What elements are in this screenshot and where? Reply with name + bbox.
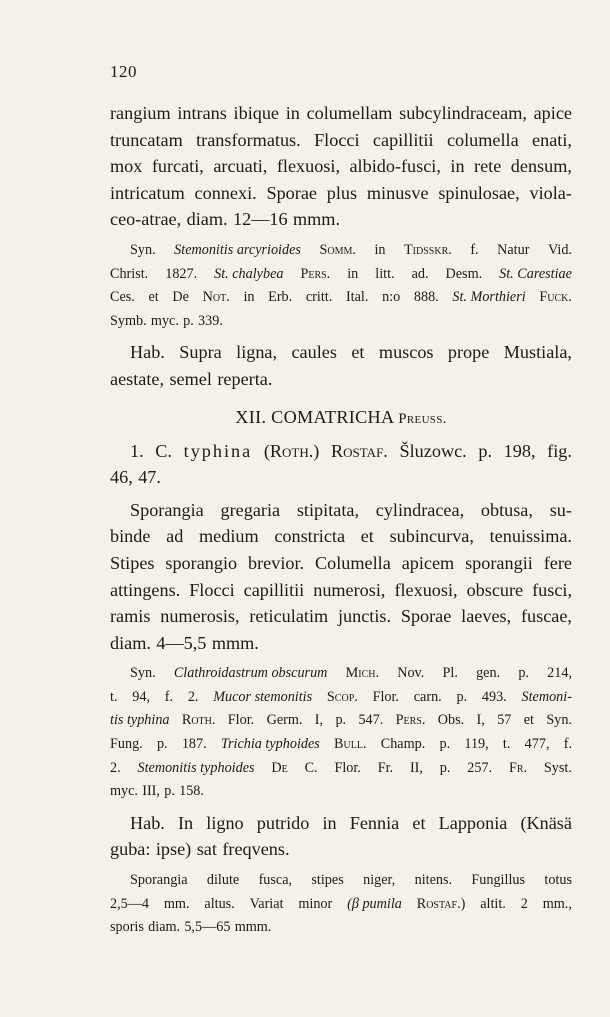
text-line bbox=[110, 630, 572, 657]
word: (Knäsä bbox=[520, 812, 572, 833]
text-line bbox=[110, 523, 572, 550]
word: Champ. bbox=[380, 736, 426, 753]
word: Flor. bbox=[227, 712, 255, 729]
word: stipes bbox=[311, 872, 344, 889]
word: f. bbox=[470, 241, 479, 258]
word: sporis bbox=[110, 919, 144, 936]
text-line bbox=[110, 893, 572, 917]
text-line bbox=[110, 310, 572, 334]
text-line bbox=[110, 497, 572, 524]
word: fusci, bbox=[532, 579, 572, 600]
text-line bbox=[110, 153, 572, 180]
text-line bbox=[110, 603, 572, 630]
word: in bbox=[450, 156, 465, 177]
text-line bbox=[110, 780, 572, 804]
text-line bbox=[110, 836, 572, 863]
word: Hab. bbox=[130, 342, 165, 363]
word: 477, bbox=[524, 736, 550, 753]
word: spinulosae, bbox=[438, 182, 520, 203]
word: 119, bbox=[464, 736, 489, 753]
text-line bbox=[110, 286, 572, 310]
word: Syst. bbox=[543, 759, 572, 776]
word: flexuosi, bbox=[394, 579, 458, 600]
word: diam. bbox=[148, 919, 181, 936]
genus-heading bbox=[110, 402, 572, 432]
word: p. bbox=[183, 312, 194, 329]
word: carn. bbox=[413, 688, 442, 705]
word: obscure bbox=[466, 579, 524, 600]
word: ad. bbox=[411, 265, 429, 282]
word: reticulatim bbox=[249, 606, 329, 627]
author: Somm. bbox=[319, 241, 356, 258]
word: aestate, bbox=[110, 368, 165, 389]
word: densum, bbox=[510, 156, 572, 177]
author: Scop. bbox=[326, 688, 358, 705]
word: Syn. bbox=[546, 712, 572, 729]
word: intricatum bbox=[110, 182, 185, 203]
word: p. bbox=[439, 736, 451, 753]
taxon-name: Clathroidastrum obscurum bbox=[173, 665, 328, 682]
text-line bbox=[110, 686, 572, 710]
word: capillitii bbox=[243, 579, 305, 600]
taxon-name: Trichia typhoides bbox=[220, 736, 320, 753]
word: De bbox=[172, 289, 189, 306]
word: medium bbox=[199, 526, 259, 547]
word: viola- bbox=[529, 182, 572, 203]
word: totus bbox=[544, 872, 572, 889]
word: Symb. bbox=[110, 312, 147, 329]
word: 187. bbox=[181, 736, 207, 753]
word: 57 bbox=[497, 712, 512, 729]
word: capillitii bbox=[372, 129, 434, 150]
text-line bbox=[110, 100, 572, 127]
word: 547. bbox=[358, 712, 384, 729]
word: plus bbox=[326, 182, 358, 203]
word: Fr. bbox=[377, 759, 394, 776]
taxon-name: Stemoni- bbox=[521, 688, 572, 705]
word: semel bbox=[169, 368, 212, 389]
word: ipse) bbox=[155, 839, 192, 860]
word: gregaria bbox=[220, 499, 281, 520]
word: mmm. bbox=[234, 919, 272, 936]
text-line bbox=[110, 709, 572, 733]
word: Christ. bbox=[110, 265, 149, 282]
word: truncatam bbox=[110, 129, 183, 150]
word: Vid. bbox=[547, 241, 572, 258]
word: Fung. bbox=[110, 736, 143, 753]
word: fere bbox=[543, 552, 572, 573]
word: et bbox=[523, 712, 534, 729]
word: Natur bbox=[497, 241, 530, 258]
genus-author: Preuss. bbox=[398, 410, 447, 427]
genus-number: XII. bbox=[235, 406, 267, 427]
word: 47. bbox=[138, 467, 161, 488]
taxon-name: tis typhina bbox=[110, 712, 170, 729]
word: Flocci bbox=[189, 579, 235, 600]
word: obtusa, bbox=[480, 499, 533, 520]
text-line bbox=[110, 733, 572, 757]
word: intrans bbox=[177, 103, 227, 123]
word: sporangii bbox=[465, 552, 533, 573]
word: et bbox=[412, 812, 426, 833]
word: t. bbox=[502, 736, 511, 753]
word: freqvens. bbox=[222, 839, 290, 860]
word: critt. bbox=[305, 289, 333, 306]
word: Supra bbox=[179, 342, 222, 363]
habitat-paragraph bbox=[110, 810, 572, 863]
word: caules bbox=[291, 342, 337, 363]
word: fusca, bbox=[258, 872, 293, 889]
word: Fennia bbox=[349, 812, 400, 833]
word: myc. bbox=[110, 783, 138, 800]
page-text bbox=[110, 100, 572, 940]
word: dilute bbox=[206, 872, 240, 889]
word: Hab. bbox=[130, 812, 165, 833]
word: 94, bbox=[132, 688, 150, 705]
word: stipitata, bbox=[296, 499, 359, 520]
word: 888. bbox=[413, 289, 439, 306]
word: reperta. bbox=[217, 368, 273, 389]
word: n:o bbox=[382, 289, 401, 306]
word: Pl. bbox=[442, 665, 458, 682]
word: Desm. bbox=[445, 265, 483, 282]
note-paragraph bbox=[110, 869, 572, 940]
word: p. bbox=[439, 759, 451, 776]
taxon-name: Stemonitis typhoides bbox=[137, 759, 255, 776]
text-line bbox=[110, 180, 572, 207]
word: altit. bbox=[480, 895, 506, 912]
word: 5,5—65 bbox=[184, 919, 231, 936]
word: rete bbox=[474, 156, 502, 177]
word: I, bbox=[476, 712, 485, 729]
word: litt. bbox=[375, 265, 395, 282]
word: p. bbox=[335, 712, 347, 729]
word: diam. bbox=[186, 209, 228, 230]
word: numerosi, bbox=[313, 579, 386, 600]
word: 2. bbox=[110, 759, 121, 776]
text-line bbox=[110, 810, 572, 837]
word: fuscae, bbox=[520, 606, 572, 627]
word: p. bbox=[156, 736, 168, 753]
word: 198, bbox=[503, 440, 536, 461]
text-line bbox=[110, 127, 572, 154]
word: 1. bbox=[130, 440, 144, 461]
text-line bbox=[110, 757, 572, 781]
word: Nov. bbox=[397, 665, 425, 682]
taxon-name: (β pumila bbox=[347, 895, 402, 912]
word: Germ. bbox=[266, 712, 303, 729]
word: su- bbox=[549, 499, 572, 520]
word: Mustiala, bbox=[503, 342, 572, 363]
description-paragraph bbox=[110, 100, 572, 233]
genus-name: COMATRICHA bbox=[271, 406, 394, 427]
word: mmm. bbox=[211, 632, 259, 653]
word: ad bbox=[166, 526, 184, 547]
taxon-name: St. chalybea bbox=[214, 265, 284, 282]
word: Ces. bbox=[110, 289, 135, 306]
word: arcuati, bbox=[213, 156, 268, 177]
word: ibique bbox=[233, 103, 280, 123]
species-name: typhina bbox=[183, 440, 253, 461]
word: Flocci bbox=[314, 129, 360, 150]
word: minor bbox=[298, 895, 333, 912]
word: Flor. bbox=[372, 688, 399, 705]
word: in bbox=[322, 812, 337, 833]
word: sat bbox=[196, 839, 217, 860]
word: 493. bbox=[481, 688, 507, 705]
word: f. bbox=[164, 688, 174, 705]
word: in bbox=[285, 103, 300, 123]
text-line bbox=[110, 438, 572, 465]
word: Sporangia bbox=[130, 499, 204, 520]
word: minusve bbox=[366, 182, 429, 203]
word: constricta bbox=[274, 526, 346, 547]
habitat-paragraph bbox=[110, 339, 572, 392]
taxon-name: Mucor stemonitis bbox=[213, 688, 313, 705]
author: Pers. bbox=[300, 265, 331, 282]
word: Sporae bbox=[400, 606, 452, 627]
word: ligna, bbox=[236, 342, 278, 363]
word: laeves, bbox=[461, 606, 512, 627]
word: Syn. bbox=[130, 665, 156, 682]
word: mm. bbox=[163, 895, 190, 912]
word: subincurva, bbox=[389, 526, 474, 547]
word: rangium bbox=[110, 103, 171, 123]
word: Flor. bbox=[334, 759, 361, 776]
text-line bbox=[110, 662, 572, 686]
word: transformatus. bbox=[196, 129, 301, 150]
text-line bbox=[110, 550, 572, 577]
author: Not. bbox=[202, 289, 230, 306]
word: p. bbox=[478, 440, 492, 461]
word: t. bbox=[110, 688, 118, 705]
word: I, bbox=[314, 712, 324, 729]
word: numerosis, bbox=[160, 606, 240, 627]
text-line bbox=[110, 577, 572, 604]
word: attingens. bbox=[110, 579, 181, 600]
word: p. bbox=[518, 665, 529, 682]
word: furcati, bbox=[151, 156, 204, 177]
synonymy-block bbox=[110, 662, 572, 804]
word: altus. bbox=[204, 895, 235, 912]
journal: Tidsskr. bbox=[404, 241, 452, 258]
word: Erb. bbox=[268, 289, 293, 306]
word: muscos bbox=[378, 342, 434, 363]
author: Rostaf.) bbox=[416, 895, 466, 912]
word: nitens. bbox=[414, 872, 453, 889]
word: ramis bbox=[110, 606, 151, 627]
word: 2,5—4 bbox=[110, 895, 150, 912]
word: 339. bbox=[198, 312, 223, 329]
word: C. bbox=[155, 440, 172, 461]
word: Šluzowc. bbox=[399, 440, 467, 461]
word: in bbox=[347, 265, 359, 282]
word: II, bbox=[409, 759, 423, 776]
word: 12—16 bbox=[233, 209, 288, 230]
word: apice bbox=[533, 103, 572, 123]
word: et bbox=[148, 289, 159, 306]
word: Sporangia bbox=[130, 872, 188, 889]
synonymy-block bbox=[110, 239, 572, 333]
text-line bbox=[110, 916, 572, 940]
word: columellam bbox=[306, 103, 393, 123]
word: binde bbox=[110, 526, 151, 547]
description-paragraph bbox=[110, 497, 572, 657]
word: 2 bbox=[520, 895, 528, 912]
author: C. bbox=[304, 759, 318, 776]
taxon-name: St. Morthieri bbox=[452, 289, 526, 306]
word: junctis. bbox=[337, 606, 392, 627]
word: ceo-atrae, bbox=[110, 209, 182, 230]
text-line bbox=[110, 239, 572, 263]
word: gen. bbox=[476, 665, 501, 682]
word: apicem bbox=[401, 552, 455, 573]
word: in bbox=[243, 289, 255, 306]
word: mmm. bbox=[293, 209, 341, 230]
author: Roth. bbox=[181, 712, 216, 729]
word: ligno bbox=[206, 812, 244, 833]
author: Pers. bbox=[395, 712, 426, 729]
species-entry bbox=[110, 438, 572, 491]
word: diam. bbox=[110, 632, 151, 653]
word: et bbox=[351, 342, 365, 363]
word: prope bbox=[447, 342, 490, 363]
word: tenuissima. bbox=[489, 526, 572, 547]
text-line bbox=[110, 869, 572, 893]
word: putrido bbox=[256, 812, 310, 833]
word: f. bbox=[563, 736, 572, 753]
word: 1827. bbox=[165, 265, 198, 282]
text-line bbox=[110, 206, 572, 233]
word: 2. bbox=[187, 688, 199, 705]
word: myc. bbox=[150, 312, 179, 329]
author: Rostaf. bbox=[331, 440, 388, 461]
text-line bbox=[110, 366, 572, 393]
word: Ital. bbox=[345, 289, 369, 306]
word: cylindracea, bbox=[375, 499, 465, 520]
word: niger, bbox=[363, 872, 396, 889]
author: (Roth.) bbox=[263, 440, 320, 461]
taxon-name: Stemonitis arcyrioides bbox=[174, 241, 301, 258]
word: sporangio bbox=[165, 552, 238, 573]
word: brevior. bbox=[248, 552, 305, 573]
word: Variat bbox=[249, 895, 284, 912]
word: Stipes bbox=[110, 552, 155, 573]
author: Fr. bbox=[508, 759, 528, 776]
word: Fungillus bbox=[471, 872, 526, 889]
word: et bbox=[360, 526, 374, 547]
word: 214, bbox=[547, 665, 572, 682]
word: fig. bbox=[547, 440, 572, 461]
text-line bbox=[110, 263, 572, 287]
word: Sporae bbox=[266, 182, 317, 203]
word: guba: bbox=[110, 839, 151, 860]
word: subcylindraceam, bbox=[399, 103, 527, 123]
word: columella bbox=[446, 129, 519, 150]
word: Columella bbox=[315, 552, 391, 573]
word: 257. bbox=[467, 759, 493, 776]
text-line bbox=[110, 339, 572, 366]
taxon-name: St. Carestiae bbox=[499, 265, 572, 282]
word: connexi. bbox=[194, 182, 257, 203]
word: 46, bbox=[110, 467, 133, 488]
author: Fuck. bbox=[539, 289, 572, 306]
page-number: 120 bbox=[110, 62, 137, 81]
word: In bbox=[177, 812, 194, 833]
word: Obs. bbox=[437, 712, 465, 729]
word: Lapponia bbox=[438, 812, 508, 833]
author: Bull. bbox=[334, 736, 367, 753]
word: III, bbox=[142, 783, 160, 800]
word: Syn. bbox=[130, 241, 156, 258]
word: 158. bbox=[179, 783, 204, 800]
word: flexuosi, bbox=[276, 156, 340, 177]
word: mox bbox=[110, 156, 143, 177]
author: De bbox=[271, 759, 288, 776]
word: albido-fusci, bbox=[349, 156, 441, 177]
word: p. bbox=[164, 783, 175, 800]
text-line bbox=[110, 464, 572, 491]
word: p. bbox=[456, 688, 468, 705]
author: Mich. bbox=[345, 665, 380, 682]
word: 4—5,5 bbox=[156, 632, 207, 653]
word: enati, bbox=[532, 129, 572, 150]
word: mm., bbox=[542, 895, 572, 912]
word: in bbox=[374, 241, 386, 258]
